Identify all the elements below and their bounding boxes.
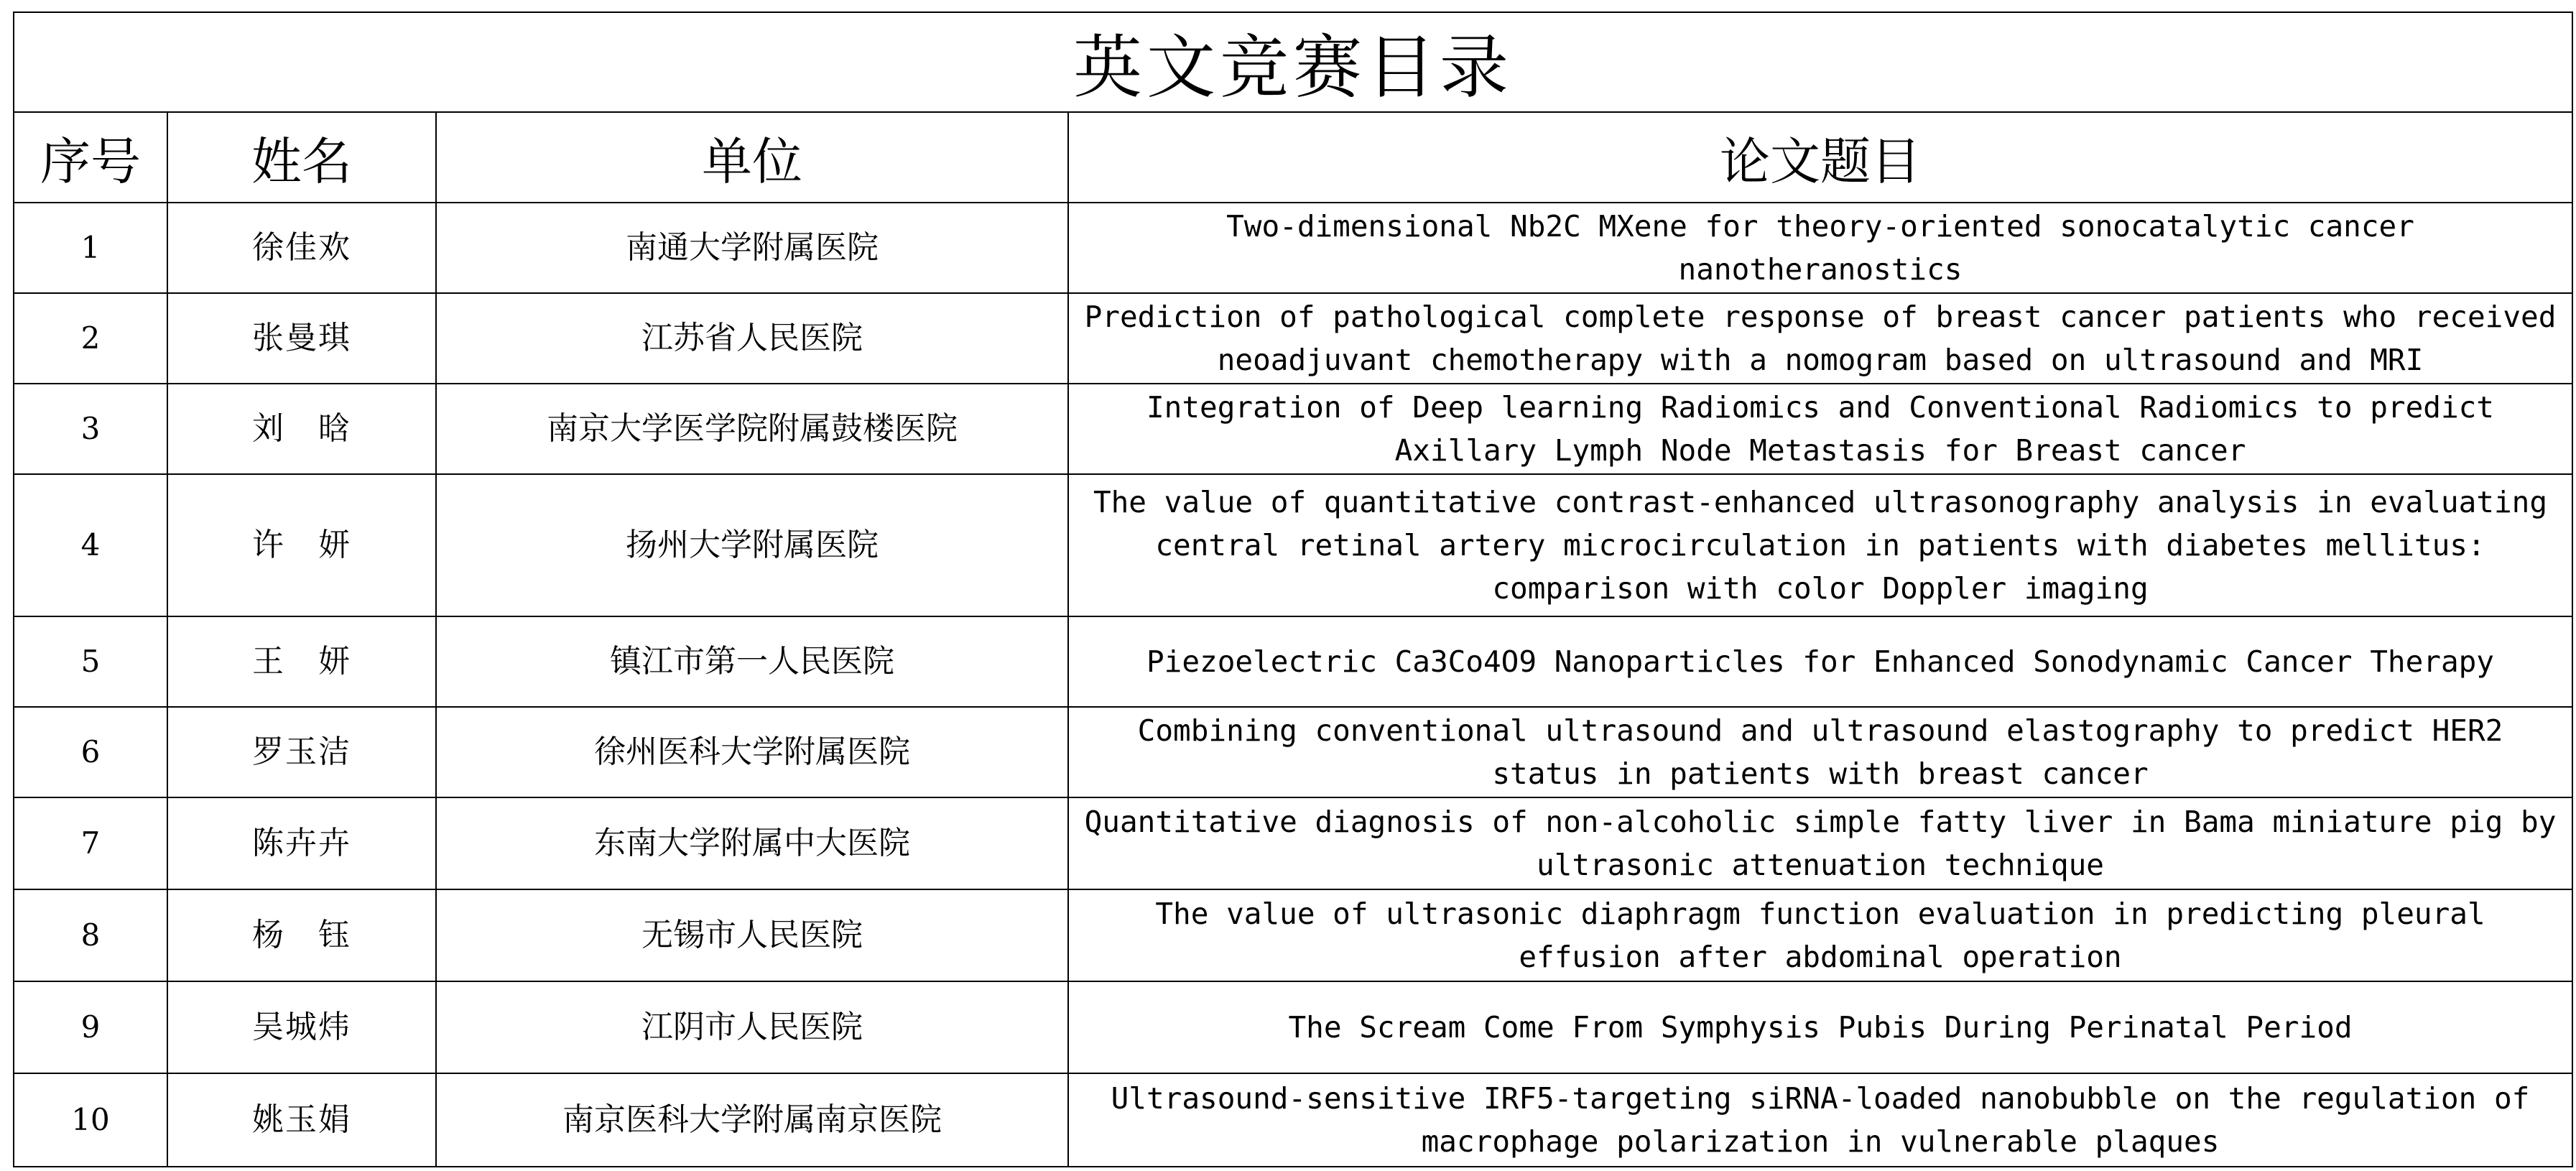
- row-paper-title: The value of ultrasonic diaphragm function evaluation in predicting pleural effusion after abdominal operation: [1068, 889, 2572, 981]
- row-number: 5: [14, 616, 167, 707]
- header-unit: 单位: [436, 112, 1068, 203]
- row-paper-title: Combining conventional ultrasound and ultrasound elastography to predict HER2 status in patients with breast cancer: [1068, 707, 2572, 797]
- row-paper-title: Quantitative diagnosis of non-alcoholic simple fatty liver in Bama miniature pig by ultrasonic attenuation technique: [1068, 797, 2572, 889]
- table-row: [14, 797, 2572, 889]
- row-name: 陈卉卉: [167, 797, 436, 889]
- row-name: 杨 钰: [167, 889, 436, 981]
- table-row: [14, 981, 2572, 1073]
- row-paper-title: The Scream Come From Symphysis Pubis During Perinatal Period: [1068, 981, 2572, 1073]
- row-name: 姚玉娟: [167, 1073, 436, 1167]
- row-name: 罗玉洁: [167, 707, 436, 797]
- table-row: [14, 293, 2572, 384]
- page-title: 英文竞赛目录: [14, 12, 2572, 112]
- row-name: 张曼琪: [167, 293, 436, 384]
- header-paper: 论文题目: [1068, 112, 2572, 203]
- header-row: [14, 112, 2572, 203]
- row-unit: 无锡市人民医院: [436, 889, 1068, 981]
- row-unit: 江苏省人民医院: [436, 293, 1068, 384]
- table-row: [14, 889, 2572, 981]
- row-paper-title: Integration of Deep learning Radiomics and Conventional Radiomics to predict Axillary Lymph Node Metastasis for Breast cancer: [1068, 384, 2572, 474]
- row-number: 10: [14, 1073, 167, 1167]
- row-paper-title: Piezoelectric Ca3Co4O9 Nanoparticles for Enhanced Sonodynamic Cancer Therapy: [1068, 616, 2572, 707]
- table-row: [14, 203, 2572, 293]
- row-number: 8: [14, 889, 167, 981]
- row-name: 王 妍: [167, 616, 436, 707]
- row-unit: 江阴市人民医院: [436, 981, 1068, 1073]
- row-paper-title: Ultrasound-sensitive IRF5-targeting siRNA-loaded nanobubble on the regulation of macrophage polarization in vulnerable plaques: [1068, 1073, 2572, 1167]
- row-unit: 南通大学附属医院: [436, 203, 1068, 293]
- row-unit: 扬州大学附属医院: [436, 474, 1068, 616]
- table-row: [14, 707, 2572, 797]
- row-paper-title: The value of quantitative contrast-enhanced ultrasonography analysis in evaluating central retinal artery microcirculation in patients with diabetes mellitus: comparison with color Doppler imaging: [1068, 474, 2572, 616]
- table-row: [14, 1073, 2572, 1167]
- row-unit: 东南大学附属中大医院: [436, 797, 1068, 889]
- row-number: 3: [14, 384, 167, 474]
- row-unit: 徐州医科大学附属医院: [436, 707, 1068, 797]
- row-paper-title: Prediction of pathological complete response of breast cancer patients who received neoadjuvant chemotherapy with a nomogram based on ultrasound and MRI: [1068, 293, 2572, 384]
- table-row: [14, 474, 2572, 616]
- row-number: 9: [14, 981, 167, 1073]
- row-number: 2: [14, 293, 167, 384]
- row-number: 6: [14, 707, 167, 797]
- row-unit: 镇江市第一人民医院: [436, 616, 1068, 707]
- header-num: 序号: [14, 112, 167, 203]
- row-name: 刘 晗: [167, 384, 436, 474]
- row-unit: 南京医科大学附属南京医院: [436, 1073, 1068, 1167]
- row-number: 7: [14, 797, 167, 889]
- table-row: [14, 616, 2572, 707]
- row-unit: 南京大学医学院附属鼓楼医院: [436, 384, 1068, 474]
- table-row: [14, 384, 2572, 474]
- header-name: 姓名: [167, 112, 436, 203]
- row-name: 徐佳欢: [167, 203, 436, 293]
- competition-table: [13, 11, 2573, 1167]
- row-name: 许 妍: [167, 474, 436, 616]
- row-paper-title: Two-dimensional Nb2C MXene for theory-oriented sonocatalytic cancer nanotheranostics: [1068, 203, 2572, 293]
- row-number: 1: [14, 203, 167, 293]
- row-name: 吴城炜: [167, 981, 436, 1073]
- row-number: 4: [14, 474, 167, 616]
